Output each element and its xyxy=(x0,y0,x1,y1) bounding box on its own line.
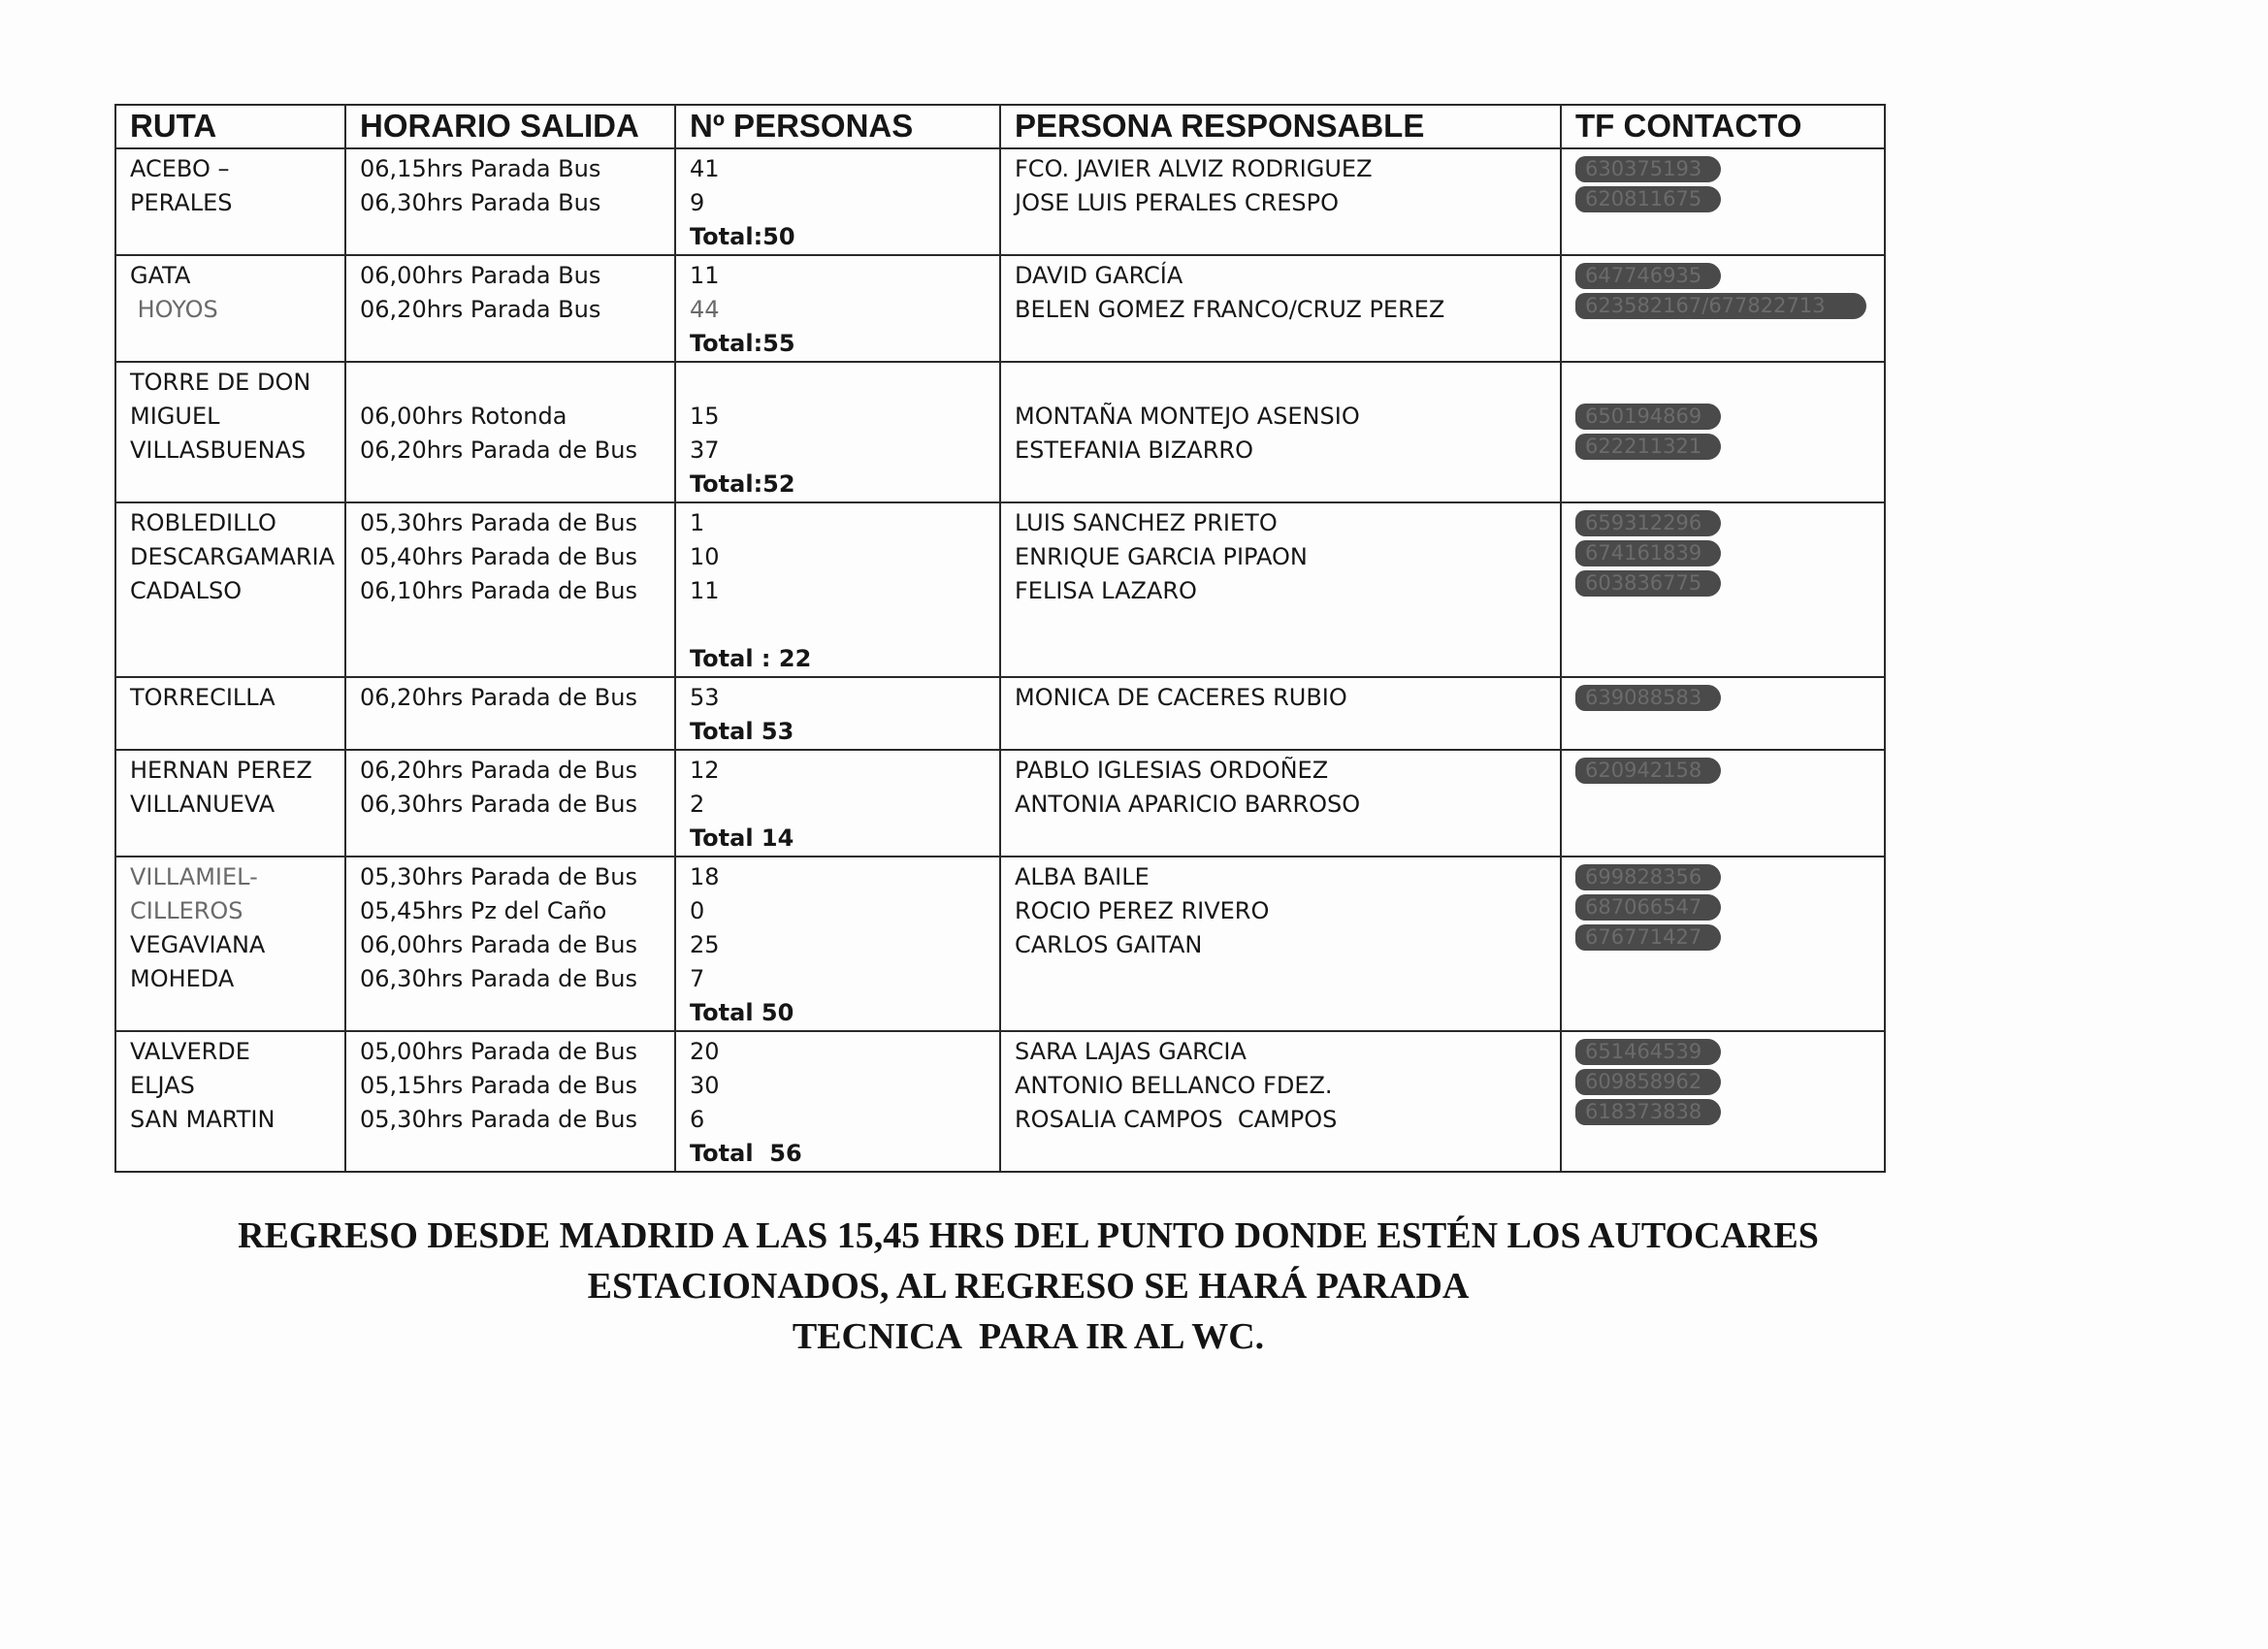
ruta-line: ROBLEDILLO xyxy=(130,509,276,536)
horario-line: 05,45hrs Pz del Caño xyxy=(360,897,607,924)
cell-responsable xyxy=(1000,502,1561,677)
cell-horario xyxy=(345,148,675,255)
cell-responsable xyxy=(1000,750,1561,857)
redacted-phone: 609858962 xyxy=(1575,1069,1721,1095)
redacted-phone: 650194869 xyxy=(1575,404,1721,430)
horario-line: 06,30hrs Parada de Bus xyxy=(360,791,637,818)
personas-total: Total : 22 xyxy=(690,645,812,672)
personas-count: 18 xyxy=(690,863,720,890)
cell-contacto xyxy=(1561,255,1885,362)
responsable-name: MONTAÑA MONTEJO ASENSIO xyxy=(1015,403,1360,430)
cell-contacto xyxy=(1561,362,1885,502)
responsable-name: ENRIQUE GARCIA PIPAON xyxy=(1015,543,1308,570)
responsable-name: JOSE LUIS PERALES CRESPO xyxy=(1015,189,1340,216)
personas-total: Total 14 xyxy=(690,824,794,852)
ruta-line: VILLASBUENAS xyxy=(130,436,307,464)
cell-contacto xyxy=(1561,1031,1885,1172)
responsable-name: MONICA DE CACERES RUBIO xyxy=(1015,684,1347,711)
table-row xyxy=(115,148,1885,255)
cell-ruta xyxy=(115,1031,345,1172)
responsable-name: LUIS SANCHEZ PRIETO xyxy=(1015,509,1278,536)
table-row xyxy=(115,502,1885,677)
cell-contacto xyxy=(1561,857,1885,1031)
responsable-name: ESTEFANIA BIZARRO xyxy=(1015,436,1253,464)
table-row xyxy=(115,750,1885,857)
cell-personas xyxy=(675,677,1000,750)
return-notice-line: ESTACIONADOS, AL REGRESO SE HARÁ PARADA xyxy=(587,1266,1470,1307)
cell-personas xyxy=(675,1031,1000,1172)
personas-count: 12 xyxy=(690,757,720,784)
header-responsable: PERSONA RESPONSABLE xyxy=(1000,105,1561,148)
table-row xyxy=(115,255,1885,362)
cell-responsable xyxy=(1000,148,1561,255)
responsable-name: ANTONIA APARICIO BARROSO xyxy=(1015,791,1361,818)
personas-count: 11 xyxy=(690,262,720,289)
redacted-phone: 630375193 xyxy=(1575,156,1721,182)
horario-line: 05,40hrs Parada de Bus xyxy=(360,543,637,570)
horario-line: 05,15hrs Parada de Bus xyxy=(360,1072,637,1099)
cell-contacto xyxy=(1561,502,1885,677)
personas-count: 25 xyxy=(690,931,720,958)
cell-responsable xyxy=(1000,255,1561,362)
personas-total: Total:50 xyxy=(690,223,795,250)
redacted-phone: 620942158 xyxy=(1575,758,1721,784)
horario-line: 06,30hrs Parada Bus xyxy=(360,189,601,216)
responsable-name: CARLOS GAITAN xyxy=(1015,931,1203,958)
horario-line: 06,20hrs Parada de Bus xyxy=(360,436,637,464)
personas-count: 20 xyxy=(690,1038,720,1065)
personas-count: 6 xyxy=(690,1106,705,1133)
redacted-phone: 647746935 xyxy=(1575,263,1721,289)
personas-total: Total 50 xyxy=(690,999,794,1026)
return-notice-line: REGRESO DESDE MADRID A LAS 15,45 HRS DEL PUNTO DONDE ESTÉN LOS AUTOCARES xyxy=(238,1215,1819,1256)
ruta-line: MIGUEL xyxy=(130,403,220,430)
ruta-line: PERALES xyxy=(130,189,233,216)
table-row xyxy=(115,857,1885,1031)
horario-line: 06,00hrs Parada de Bus xyxy=(360,931,637,958)
responsable-name: DAVID GARCÍA xyxy=(1015,262,1183,289)
responsable-name: PABLO IGLESIAS ORDOÑEZ xyxy=(1015,757,1329,784)
cell-ruta xyxy=(115,677,345,750)
cell-ruta xyxy=(115,857,345,1031)
ruta-line: ELJAS xyxy=(130,1072,195,1099)
personas-count: 44 xyxy=(690,296,720,323)
personas-count: 9 xyxy=(690,189,705,216)
cell-contacto xyxy=(1561,148,1885,255)
redacted-phone: 659312296 xyxy=(1575,510,1721,536)
cell-ruta xyxy=(115,502,345,677)
cell-personas xyxy=(675,148,1000,255)
personas-count: 7 xyxy=(690,965,705,992)
horario-line: 05,00hrs Parada de Bus xyxy=(360,1038,637,1065)
table-row xyxy=(115,677,1885,750)
routes-table xyxy=(114,104,1886,1173)
cell-ruta xyxy=(115,750,345,857)
cell-horario xyxy=(345,362,675,502)
personas-count: 30 xyxy=(690,1072,720,1099)
cell-horario xyxy=(345,857,675,1031)
horario-line: 06,30hrs Parada de Bus xyxy=(360,965,637,992)
cell-personas xyxy=(675,502,1000,677)
redacted-phone: 687066547 xyxy=(1575,894,1721,921)
personas-count: 0 xyxy=(690,897,705,924)
ruta-line: SAN MARTIN xyxy=(130,1106,275,1133)
cell-personas xyxy=(675,750,1000,857)
cell-contacto xyxy=(1561,750,1885,857)
ruta-line: VILLAMIEL- xyxy=(130,863,258,890)
personas-count: 15 xyxy=(690,403,720,430)
ruta-line: CILLEROS xyxy=(130,897,243,924)
cell-responsable xyxy=(1000,362,1561,502)
horario-line: 06,20hrs Parada de Bus xyxy=(360,684,637,711)
ruta-line: TORRE DE DON xyxy=(130,369,311,396)
table-row xyxy=(115,362,1885,502)
cell-responsable xyxy=(1000,677,1561,750)
ruta-line: MOHEDA xyxy=(130,965,235,992)
cell-personas xyxy=(675,255,1000,362)
personas-count: 2 xyxy=(690,791,705,818)
personas-count: 37 xyxy=(690,436,720,464)
table-header-row xyxy=(115,105,1885,148)
header-horario: HORARIO SALIDA xyxy=(345,105,675,148)
personas-count: 11 xyxy=(690,577,720,604)
responsable-name: ROSALIA CAMPOS CAMPOS xyxy=(1015,1106,1338,1133)
responsable-name: SARA LAJAS GARCIA xyxy=(1015,1038,1247,1065)
return-notice xyxy=(116,1211,1940,1362)
ruta-line: HOYOS xyxy=(130,296,218,323)
responsable-name: FELISA LAZARO xyxy=(1015,577,1197,604)
ruta-line: GATA xyxy=(130,262,191,289)
ruta-line: TORRECILLA xyxy=(130,684,275,711)
redacted-phone: 674161839 xyxy=(1575,540,1721,566)
redacted-phone: 639088583 xyxy=(1575,685,1721,711)
cell-responsable xyxy=(1000,857,1561,1031)
cell-personas xyxy=(675,857,1000,1031)
cell-contacto xyxy=(1561,677,1885,750)
cell-ruta xyxy=(115,362,345,502)
header-contacto: TF CONTACTO xyxy=(1561,105,1885,148)
ruta-line: VALVERDE xyxy=(130,1038,250,1065)
redacted-phone: 620811675 xyxy=(1575,186,1721,212)
cell-horario xyxy=(345,1031,675,1172)
responsable-name: FCO. JAVIER ALVIZ RODRIGUEZ xyxy=(1015,155,1373,182)
horario-line: 05,30hrs Parada de Bus xyxy=(360,1106,637,1133)
cell-ruta xyxy=(115,148,345,255)
cell-ruta xyxy=(115,255,345,362)
responsable-name: BELEN GOMEZ FRANCO/CRUZ PEREZ xyxy=(1015,296,1445,323)
cell-horario xyxy=(345,750,675,857)
personas-count: 10 xyxy=(690,543,720,570)
horario-line: 05,30hrs Parada de Bus xyxy=(360,863,637,890)
horario-line: 06,10hrs Parada de Bus xyxy=(360,577,637,604)
redacted-phone: 623582167/677822713 xyxy=(1575,293,1866,319)
horario-line: 06,00hrs Rotonda xyxy=(360,403,567,430)
redacted-phone: 699828356 xyxy=(1575,864,1721,890)
redacted-phone: 618373838 xyxy=(1575,1099,1721,1125)
personas-total: Total:55 xyxy=(690,330,795,357)
cell-horario xyxy=(345,502,675,677)
cell-horario xyxy=(345,255,675,362)
ruta-line: VILLANUEVA xyxy=(130,791,275,818)
cell-horario xyxy=(345,677,675,750)
responsable-name: ANTONIO BELLANCO FDEZ. xyxy=(1015,1072,1333,1099)
horario-line: 06,20hrs Parada Bus xyxy=(360,296,601,323)
header-personas: Nº PERSONAS xyxy=(675,105,1000,148)
personas-total: Total 53 xyxy=(690,718,794,745)
ruta-line: ACEBO – xyxy=(130,155,230,182)
personas-count: 53 xyxy=(690,684,720,711)
personas-total: Total 56 xyxy=(690,1140,802,1167)
ruta-line: DESCARGAMARIA xyxy=(130,543,336,570)
personas-count: 1 xyxy=(690,509,705,536)
responsable-name: ROCIO PEREZ RIVERO xyxy=(1015,897,1270,924)
horario-line: 05,30hrs Parada de Bus xyxy=(360,509,637,536)
header-ruta: RUTA xyxy=(115,105,345,148)
cell-personas xyxy=(675,362,1000,502)
horario-line: 06,15hrs Parada Bus xyxy=(360,155,601,182)
redacted-phone: 622211321 xyxy=(1575,434,1721,460)
responsable-name: ALBA BAILE xyxy=(1015,863,1150,890)
personas-count: 41 xyxy=(690,155,720,182)
redacted-phone: 651464539 xyxy=(1575,1039,1721,1065)
horario-line: 06,20hrs Parada de Bus xyxy=(360,757,637,784)
cell-responsable xyxy=(1000,1031,1561,1172)
ruta-line: VEGAVIANA xyxy=(130,931,266,958)
return-notice-line: TECNICA PARA IR AL WC. xyxy=(792,1316,1265,1357)
personas-total: Total:52 xyxy=(690,470,795,498)
horario-line: 06,00hrs Parada Bus xyxy=(360,262,601,289)
redacted-phone: 676771427 xyxy=(1575,924,1721,951)
ruta-line: HERNAN PEREZ xyxy=(130,757,312,784)
ruta-line: CADALSO xyxy=(130,577,243,604)
table-row xyxy=(115,1031,1885,1172)
redacted-phone: 603836775 xyxy=(1575,570,1721,597)
